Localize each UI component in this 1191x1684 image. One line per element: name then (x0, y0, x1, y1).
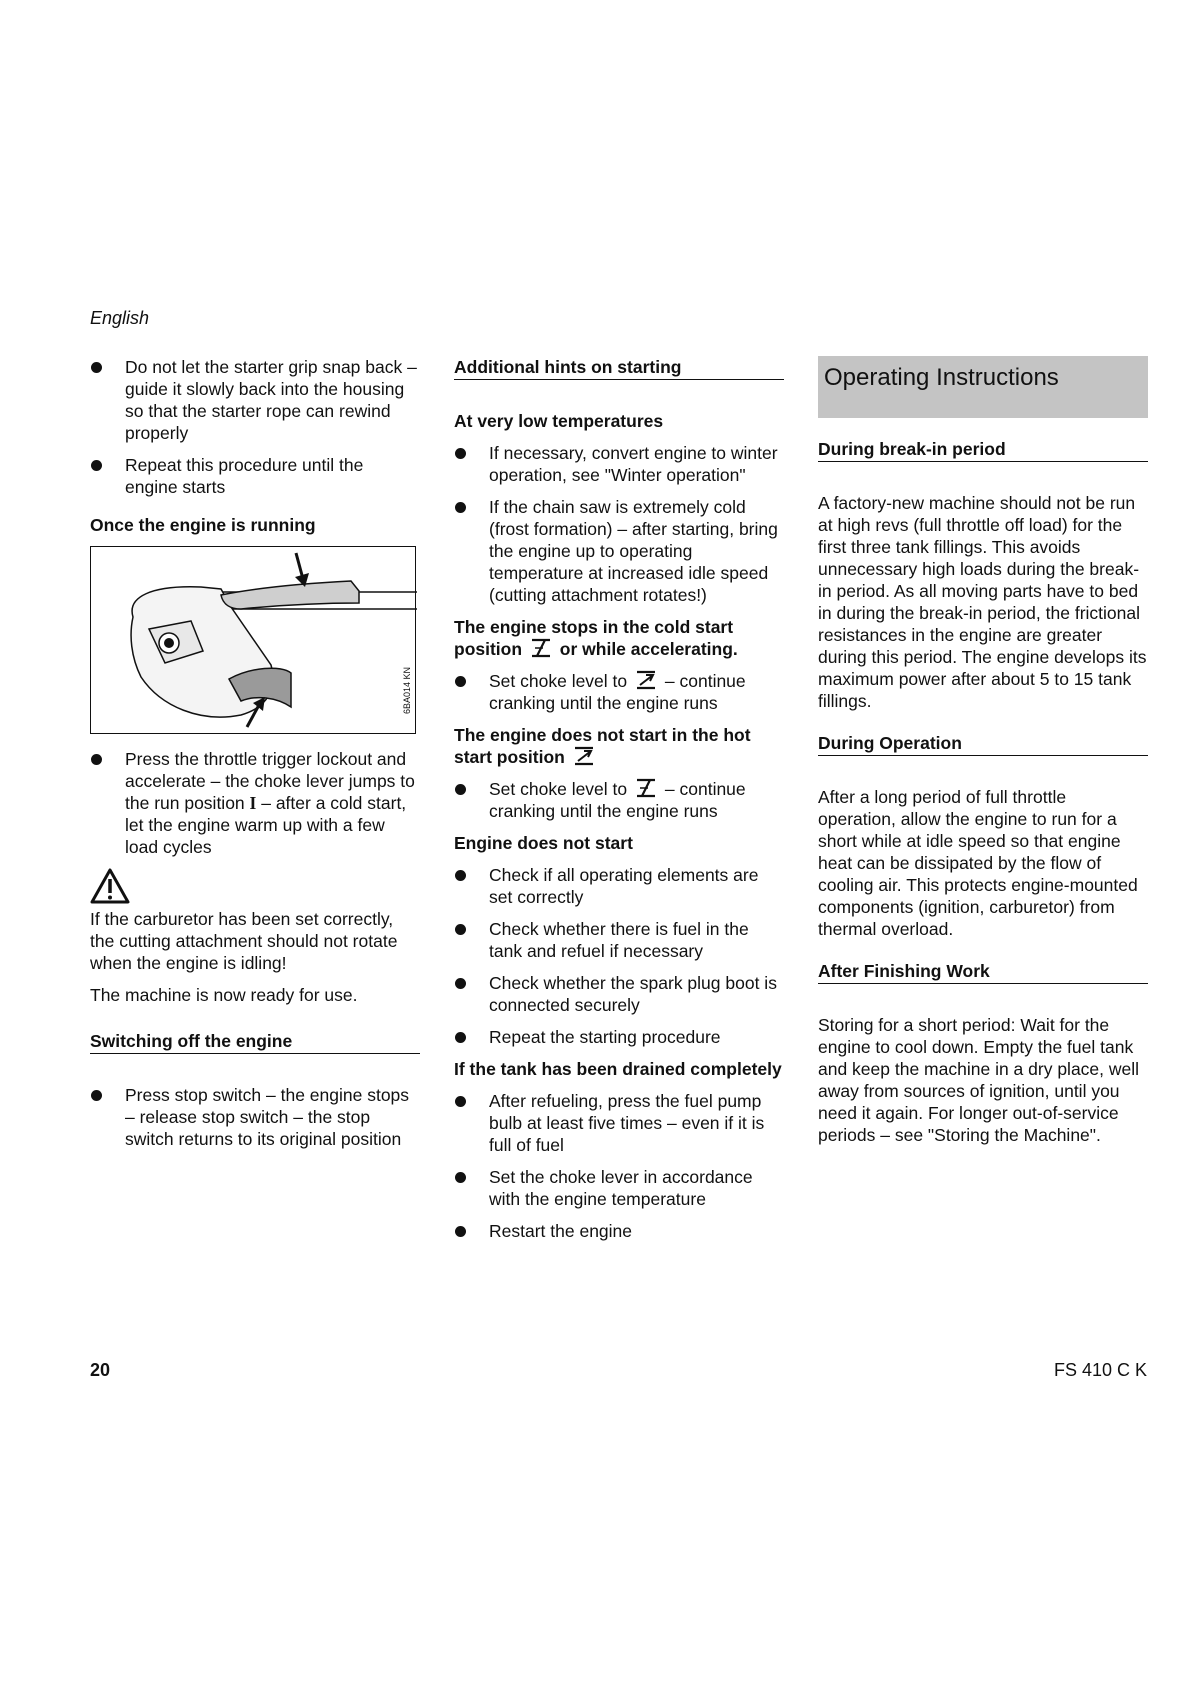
list-item: If the chain saw is extremely cold (frost formation) – after starting, bring the engine up to operating temperature at increased idle speed (cutting attachment rotates!) (454, 496, 784, 606)
list-item (454, 778, 784, 822)
page-number: 20 (90, 1360, 111, 1380)
column-1 (90, 356, 420, 1160)
choke-warm-start-icon (634, 670, 658, 690)
list-item: Restart the engine (454, 1220, 784, 1242)
cold-stop-bullet-text-b: – continue cranking until the engine runs (489, 671, 746, 713)
figure-code: 6BA014 KN (402, 667, 412, 715)
list-item (90, 748, 420, 858)
warning-text: If the carburetor has been set correctly, the cutting attachment should not rotate when the engine is idling! (90, 909, 398, 973)
column-3 (818, 356, 1148, 1156)
throttle-text-a: Press the throttle trigger lockout and accelerate – the choke lever jumps to the run position (125, 749, 415, 813)
list-item: Do not let the starter grip snap back – guide it slowly back into the housing so that the starter rope can rewind properly (90, 356, 420, 444)
ready-text: The machine is now ready for use. (90, 985, 358, 1005)
subheading-cold-stop (454, 616, 784, 660)
operation-text: After a long period of full throttle operation, allow the engine to run for a short while at idle speed so that engine heat can be dissipated by the flow of cooling air. This protects engine-mounted components (ignition, carburetor) from thermal overload. (818, 787, 1138, 939)
subheading-not-start: Engine does not start (454, 833, 633, 853)
hot-start-bullet-text-a: Set choke level to (489, 779, 628, 799)
finishing-text: Storing for a short period: Wait for the engine to cool down. Empty the fuel tank and keep the machine in a dry place, well away from sources of ignition, until you need it again. For longer out-of-service periods – see "Storing the Machine". (818, 1015, 1140, 1145)
cold-stop-heading-text-b: or while accelerating. (559, 639, 738, 659)
model-label: FS 410 C K (1053, 1360, 1147, 1380)
break-in-text: A factory-new machine should not be run at high revs (full throttle off load) for the first three tank fillings. This avoids unnecessary high loads during the break-in period. As all moving parts have to bed in during the break-in period, the frictional resistances in the engine are greater during this period. The engine develops its maximum power after about 5 to 15 tank fillings. (818, 493, 1147, 711)
run-position-symbol: I (249, 793, 257, 813)
handle-drawing (91, 547, 417, 735)
subheading-low-temp: At very low temperatures (454, 411, 664, 431)
section-heading-running: Once the engine is running (90, 515, 316, 535)
subheading-drained: If the tank has been drained completely (454, 1059, 782, 1079)
section-heading-break-in: During break-in period (818, 438, 1148, 462)
list-item: After refueling, press the fuel pump bulb at least five times – even if it is full of fuel (454, 1090, 784, 1156)
list-item: Set the choke lever in accordance with the engine temperature (454, 1166, 784, 1210)
list-item: Repeat this procedure until the engine starts (90, 454, 420, 498)
section-heading-operation: During Operation (818, 732, 1148, 756)
choke-cold-start-icon (529, 638, 553, 658)
hot-start-heading-text: The engine does not start in the hot start position (454, 725, 751, 767)
section-heading-switching-off: Switching off the engine (90, 1030, 420, 1054)
cold-stop-bullet-text-a: Set choke level to (489, 671, 628, 691)
cold-stop-heading-text-a: The engine stops in the cold start position (454, 617, 734, 659)
choke-warm-start-icon (572, 746, 596, 766)
section-banner: Operating Instructions (818, 356, 1148, 418)
list-item: If necessary, convert engine to winter operation, see "Winter operation" (454, 442, 784, 486)
list-item: Press stop switch – the engine stops – release stop switch – the stop switch returns to its original position (90, 1084, 420, 1150)
section-heading-hints: Additional hints on starting (454, 356, 784, 380)
choke-cold-start-icon (634, 778, 658, 798)
throttle-handle-illustration (90, 546, 416, 734)
list-item: Check if all operating elements are set correctly (454, 864, 784, 908)
list-item (454, 670, 784, 714)
list-item: Repeat the starting procedure (454, 1026, 784, 1048)
list-item: Check whether the spark plug boot is connected securely (454, 972, 784, 1016)
hot-start-bullet-text-b: – continue cranking until the engine runs (489, 779, 746, 821)
subheading-hot-start (454, 724, 784, 768)
throttle-text-b: – after a cold start, let the engine warm up with a few load cycles (125, 793, 407, 857)
section-heading-finishing: After Finishing Work (818, 960, 1148, 984)
warning-icon (90, 868, 420, 906)
language-label: English (90, 308, 150, 328)
list-item: Check whether there is fuel in the tank and refuel if necessary (454, 918, 784, 962)
column-2 (454, 356, 784, 1252)
